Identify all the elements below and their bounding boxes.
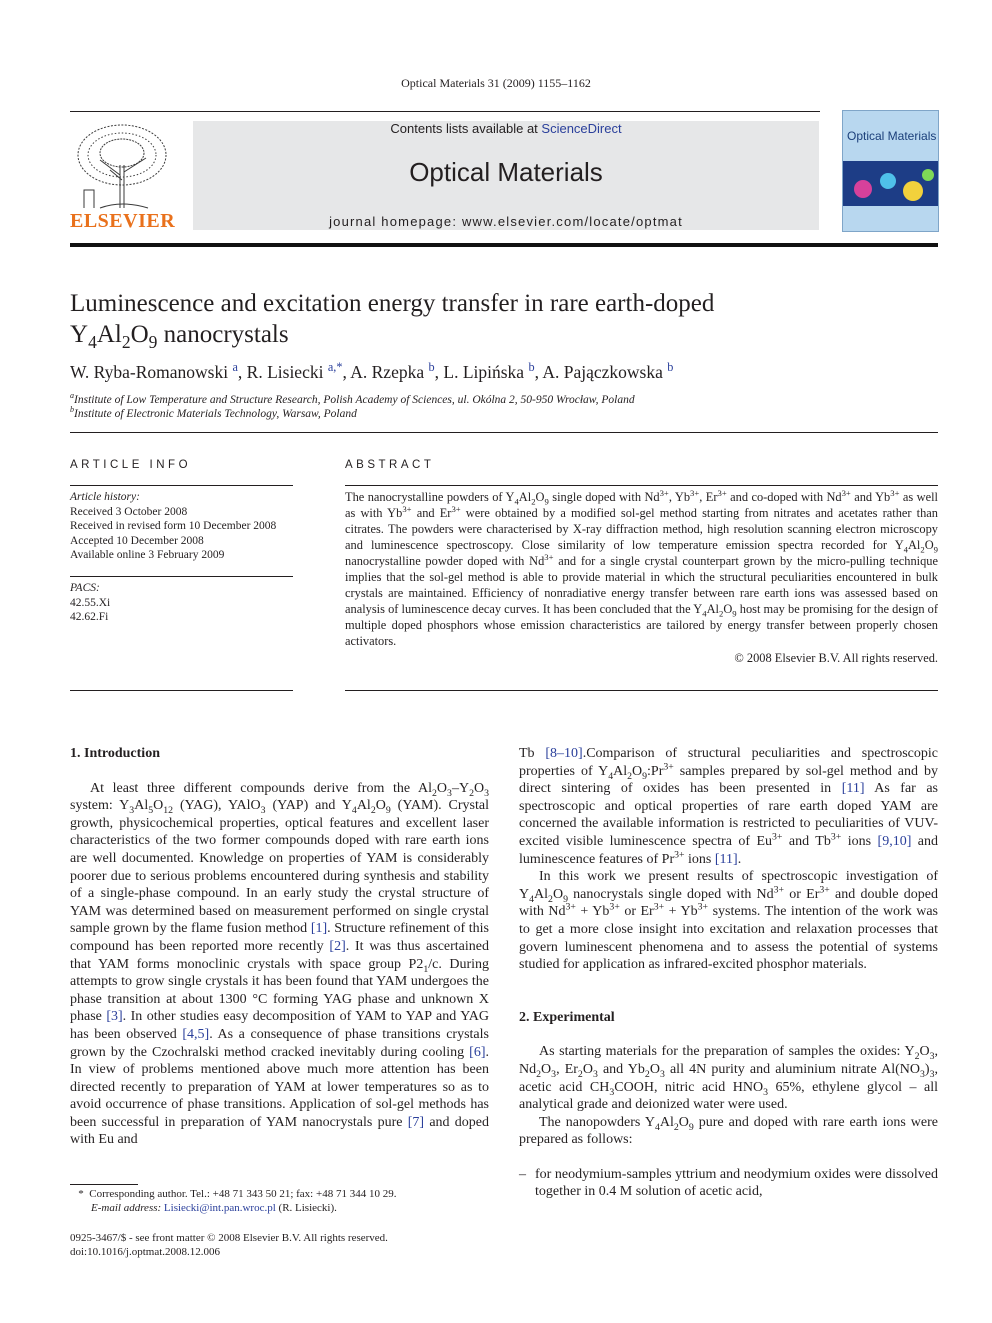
experimental-paragraph: As starting materials for the preparation of samples the oxides: $Y_2O_3$, $Nd_2O_3$, $Er_2O_3$ and $Yb_2O_3$ all 4N purity and aluminium nitrate $Al(NO_3)_3$, acetic acid $CH_3COOH$, nitric acid $HNO_3$ 65%, ethylene glycol – all analytical grade and deionized water were used. <box>519 1044 938 1113</box>
contents-available-line <box>193 121 819 136</box>
cover-title: Optical Materials <box>847 129 937 143</box>
history-online: Available online 3 February 2009 <box>70 549 225 561</box>
pacs-label: PACS: <box>70 582 100 594</box>
email-link[interactable]: Lisiecki@int.pan.wroc.pl <box>163 1202 276 1214</box>
affiliation-b: $^b$Institute of Electronic Materials Technology, Warsaw, Poland <box>70 405 357 420</box>
history-label: Article history: <box>70 491 140 503</box>
cover-image <box>843 161 938 206</box>
section-heading-experimental: 2. Experimental <box>519 1009 615 1025</box>
masthead-bottom-rule <box>70 243 938 247</box>
journal-masthead <box>193 121 819 230</box>
issn-line: 0925-3467/$ - see front matter © 2008 Elsevier B.V. All rights reserved. <box>70 1232 388 1244</box>
header-rule <box>70 111 820 112</box>
experimental-paragraph: The nanopowders $Y_4Al_2O_9$ pure and doped with rare earth ions were prepared as follows: <box>519 1114 938 1148</box>
elsevier-logo[interactable] <box>70 120 176 232</box>
list-item: – for neodymium-samples yttrium and neodymium oxides were dissolved together in 0.4 M solution of acetic acid, <box>519 1166 938 1200</box>
abstract-heading: ABSTRACT <box>345 459 435 471</box>
intro-paragraph: At least three different compounds derive from the $Al_2O_3-Y_2O_3$ system: $Y_3Al_5O_{12}$ (YAG), YAlO$_3$ (YAP) and $Y_4Al_2O_9$ (YAM). Crystal growth, physicochemical properties, optical features and excellent laser characteristics of the two former compounds doped with rare earth ions are well documented. Knowledge on properties of YAM is considerably poorer due to serious problems encountered during synthesis and stability of a single-phase compound. In an early study the crystal structure of YAM was determined based on measurement performed on single crystal sample grown by the flame fusion method [1]. Structure refinement of this compound has been reported more recently [2]. It was thus ascertained that YAM forms monoclinic crystals with space group $P2_1/c$. During attempts to grow single crystals it has been found that YAM undergoes the phase transition at about 1300 °C forming YAG phase and unknown X phase [3]. In other studies easy decomposition of YAM to YAP and YAG has been observed [4,5]. As a consequence of phase transitions crystals grown by the Czochralski method cracked inevitably during cooling [6]. In view of problems mentioned above much more attention has been directed recently to preparation of YAM at lower temperatures so as to avoid occurrence of phase transitions. Application of sol-gel methods has been successful in preparation of YAM nanocrystals pure [7] and doped with Eu and <box>70 780 490 1148</box>
elsevier-wordmark: ELSEVIER <box>70 210 176 232</box>
pacs-rule <box>70 576 293 577</box>
author[interactable]: A. Pajączkowska $^b$ <box>542 360 674 382</box>
article-title-line2: $Y_4Al_2O_9$ nanocrystals <box>70 321 289 352</box>
history-received: Received 3 October 2008 <box>70 505 188 518</box>
journal-cover[interactable] <box>842 110 939 232</box>
abstract-rule <box>345 485 938 486</box>
history-accepted: Accepted 10 December 2008 <box>70 534 204 547</box>
section-heading-introduction: 1. Introduction <box>70 746 160 761</box>
article-info-rule <box>70 485 293 486</box>
sciencedirect-link[interactable]: ScienceDirect <box>541 121 622 136</box>
body-column-right <box>519 745 938 1201</box>
cover-art-icon <box>843 161 938 206</box>
elsevier-tree-icon <box>70 120 172 210</box>
body-column-left <box>70 745 489 1149</box>
article-info-heading: ARTICLE INFO <box>70 459 192 471</box>
pacs-block <box>70 581 295 625</box>
intro-paragraph-continued: Tb [8–10].Comparison of structural peculiarities and spectroscopic properties of $Y_4Al_2O_9:Pr^{3+}$ samples prepared by sol-gel method and by direct sintering of oxides has been presented in [11] As far as spectroscopic and optical properties of rare earth doped YAM are concerned the available information is restricted to peculiarities of VUV-excited visible luminescence spectra of $Eu^{3+}$ and $Tb^{3+}$ ions [9,10] and luminescence features of $Pr^{3+}$ ions [11]. <box>519 746 939 867</box>
info-bottom-rule <box>70 690 293 691</box>
contents-prefix: Contents lists available at <box>390 121 542 136</box>
corresponding-author-note: * Corresponding author. Tel.: +48 71 343 50 21; fax: +48 71 344 10 29. <box>70 1188 397 1200</box>
journal-citation: Optical Materials 31 (2009) 1155–1162 <box>401 76 591 90</box>
abstract-bottom-rule <box>345 690 938 691</box>
article-history <box>70 490 295 563</box>
article-title <box>70 288 930 350</box>
journal-title: Optical Materials <box>409 157 603 187</box>
article-title-line1: Luminescence and excitation energy transfer in rare earth-doped <box>70 290 715 317</box>
pacs-code: 42.55.Xi <box>70 596 111 609</box>
history-revised: Received in revised form 10 December 2008 <box>70 520 277 532</box>
copyright-notice: © 2008 Elsevier B.V. All rights reserved. <box>734 651 938 665</box>
pacs-code: 42.62.Fi <box>70 611 109 623</box>
author[interactable]: L. Lipińska $^b$ <box>443 360 535 382</box>
author[interactable]: R. Lisiecki $^{a,*}$ <box>246 360 343 382</box>
author-list: W. Ryba-Romanowski $^a$, R. Lisiecki $^{a,*}$, A. Rzepka $^b$, L. Lipińska $^b$, A. Pajączkowska $^b$ <box>70 360 674 382</box>
footnote-rule <box>70 1184 138 1185</box>
intro-paragraph: In this work we present results of spectroscopic investigation of $Y_4Al_2O_9$ nanocrystals single doped with $Nd^{3+}$ or $Er^{3+}$ and double doped with $Nd^{3+} + Yb^{3+}$ or $Er^{3+} + Yb^{3+}$ systems. The intention of the work was to get a more close insight into excitation and relaxation processes that govern luminescent phenomena and to assess the potential of systems studied for application as infrared-excited phosphor materials. <box>519 869 938 973</box>
doi-line[interactable]: doi:10.1016/j.optmat.2008.12.006 <box>70 1246 221 1258</box>
abstract-body: The nanocrystalline powders of $Y_4Al_2O_9$ single doped with $Nd^{3+}$, $Yb^{3+}$, $Er^{3+}$ and co-doped with $Nd^{3+}$ and $Yb^{3+}$ as well as with $Yb^{3+}$ and $Er^{3+}$ were obtained by a modified sol-gel method starting from nitrates and acetates rather than citrates. The powders were characterised by X-ray diffraction method, high resolution scanning electron microscopy and luminescence spectroscopy. Close similarity of low temperature emission spectra recorded for $Y_4Al_2O_9$ nanocrystalline powder doped with $Nd^{3+}$ and for a single crystal counterpart grown by the micro-pulling technique implies that the sol-gel method is able to provide material in which the structural peculiarities encountered in bulk crystals are maintained. Efficiency of nonradiative energy transfer between rare earth ions was assessed based on analysis of luminescence decay curves. It has been concluded that the $Y_4Al_2O_9$ host may be promising for the design of multiple doped phosphors whose emission characteristics are tailored by energy transfer between properly chosen activators. © 2008 Elsevier B.V. All rights reserved. <box>345 487 938 665</box>
author[interactable]: W. Ryba-Romanowski $^a$ <box>70 360 238 382</box>
affiliation-a: $^a$Institute of Low Temperature and Structure Research, Polish Academy of Sciences, ul. Okólna 2, 50-950 Wrocław, Poland <box>70 391 635 406</box>
title-divider <box>70 432 938 433</box>
email-note: E-mail address: Lisiecki@int.pan.wroc.pl (R. Lisiecki). <box>91 1202 337 1214</box>
author[interactable]: A. Rzepka $^b$ <box>350 360 435 382</box>
journal-homepage-link[interactable]: journal homepage: www.elsevier.com/locate/optmat <box>329 214 683 229</box>
